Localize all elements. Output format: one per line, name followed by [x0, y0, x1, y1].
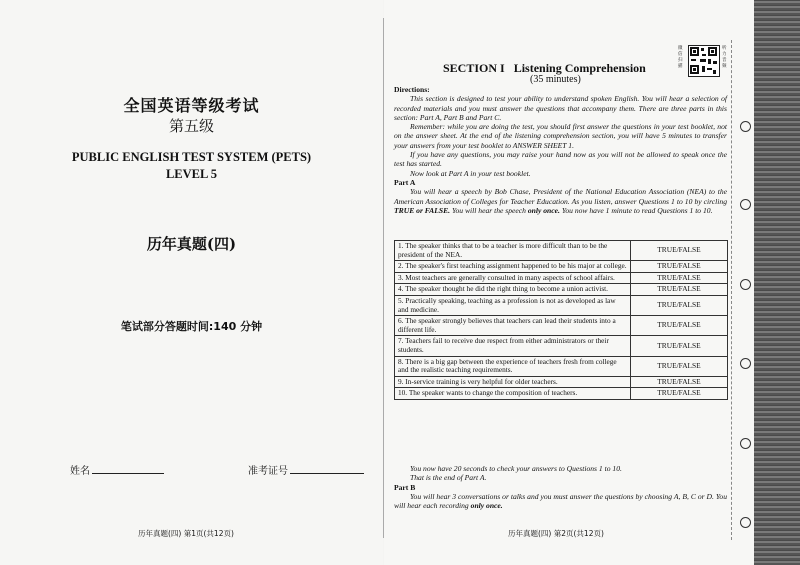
binding-hole-icon — [740, 438, 751, 449]
question-text: 4. The speaker thought he did the right thing to become a union activist. — [395, 284, 631, 296]
answer-choice[interactable]: TRUE/FALSE — [631, 356, 728, 376]
id-label: 准考证号 — [248, 466, 288, 477]
after-table-block — [394, 464, 727, 510]
after-table-p1: You now have 20 seconds to check your answers to Questions 1 to 10. — [410, 464, 622, 473]
id-field[interactable] — [248, 462, 364, 477]
directions-p3: If you have any questions, you may raise your hand now as you will not be allowed to speak once the test has started. — [394, 150, 727, 169]
question-text: 9. In-service training is very helpful for older teachers. — [395, 376, 631, 388]
answer-choice[interactable]: TRUE/FALSE — [631, 261, 728, 273]
question-text: 3. Most teachers are generally consulted in many aspects of school affairs. — [395, 272, 631, 284]
table-row — [395, 336, 728, 356]
left-footer: 历年真题(四) 第1页(共12页) — [138, 529, 234, 538]
name-label: 姓名 — [70, 466, 90, 477]
answer-choice[interactable]: TRUE/FALSE — [631, 316, 728, 336]
id-underline[interactable] — [290, 464, 364, 474]
time-note: 笔试部分答题时间:140 分钟 — [120, 320, 263, 333]
part-b-only-once: only once. — [470, 501, 503, 511]
binding-line — [731, 40, 732, 540]
part-a-instructions — [394, 187, 727, 215]
exam-title-en: PUBLIC ENGLISH TEST SYSTEM (PETS) — [71, 150, 312, 164]
question-table — [394, 240, 728, 400]
question-text: 6. The speaker strongly believes that teachers can lead their students into a different life. — [395, 316, 631, 336]
answer-choice[interactable]: TRUE/FALSE — [631, 388, 728, 400]
binding-hole-icon — [740, 121, 751, 132]
question-text: 8. There is a big gap between the experience of teachers fresh from college and the realistic teaching requirements. — [395, 356, 631, 376]
name-underline[interactable] — [92, 464, 164, 474]
name-field[interactable] — [70, 462, 164, 477]
table-row — [395, 241, 728, 261]
part-b-instructions — [394, 492, 727, 511]
answer-choice[interactable]: TRUE/FALSE — [631, 295, 728, 315]
exam-level-cn: 第五级 — [168, 117, 214, 135]
part-a-true-false: TRUE or FALSE. — [394, 205, 451, 215]
answer-choice[interactable]: TRUE/FALSE — [631, 336, 728, 356]
part-a-p1: You will hear a speech by Bob Chase, President of the National Education Association (NEA) to the American Association of Colleges for Teacher Education. As you listen, answer Questions 1 to 10 by circling — [394, 187, 727, 206]
part-a-only-once: only once. — [527, 205, 560, 215]
exam-title-cn: 全国英语等级考试 — [123, 96, 260, 115]
qr-code-icon[interactable] — [688, 45, 720, 77]
table-row — [395, 261, 728, 273]
binding-holes — [738, 0, 754, 565]
table-row — [395, 388, 728, 400]
question-text: 10. The speaker wants to change the composition of teachers. — [395, 388, 631, 400]
part-b-p1: You will hear 3 conversations or talks and you must answer the questions by choosing A, B, C or D. You will hear each recording — [394, 491, 727, 511]
directions-p4: Now look at Part A in your test booklet. — [410, 168, 531, 178]
answer-choice[interactable]: TRUE/FALSE — [631, 272, 728, 284]
part-a-heading: Part A — [394, 177, 416, 187]
table-row — [395, 316, 728, 336]
scan-edge — [754, 0, 800, 565]
directions-block — [394, 85, 727, 215]
answer-choice[interactable]: TRUE/FALSE — [631, 284, 728, 296]
part-a-p1b: You will hear the speech — [451, 205, 526, 215]
table-row — [395, 272, 728, 284]
table-row — [395, 356, 728, 376]
exam-level-en: LEVEL 5 — [165, 167, 218, 181]
question-text: 5. Practically speaking, teaching as a profession is not as developed as law and medicine. — [395, 295, 631, 315]
qr-label-left: 微信扫描 — [678, 46, 683, 69]
binding-hole-icon — [740, 517, 751, 528]
qr-label-right: 听力音频 — [722, 46, 727, 69]
table-row — [395, 376, 728, 388]
section-duration: (35 minutes) — [530, 74, 581, 85]
binding-hole-icon — [740, 199, 751, 210]
directions-p2: Remember: while you are doing the test, you should first answer the questions in your test booklet, not on the answer sheet. At the end of the listening comprehension section, you will have 5 minutes to transfer your answers from your test booklet to ANSWER SHEET 1. — [394, 122, 727, 150]
left-page — [0, 0, 383, 565]
part-a-p1c: You now have 1 minute to read Questions 1 to 10. — [561, 205, 713, 215]
table-row — [395, 295, 728, 315]
section-title: SECTION I Listening Comprehension — [443, 61, 646, 75]
directions-p1: This section is designed to test your ability to understand spoken English. You will hear a selection of recorded materials and you must answer the questions that accompany them. There are three parts in this section: Part A, Part B and Part C. — [394, 94, 727, 122]
right-footer: 历年真题(四) 第2页(共12页) — [508, 529, 604, 538]
after-table-p2: That is the end of Part A. — [410, 473, 487, 483]
question-text: 1. The speaker thinks that to be a teacher is more difficult than to be the president of the NEA. — [395, 241, 631, 261]
binding-hole-icon — [740, 279, 751, 290]
paper-title: 历年真题(四) — [146, 235, 237, 253]
table-row — [395, 284, 728, 296]
answer-choice[interactable]: TRUE/FALSE — [631, 241, 728, 261]
question-text: 7. Teachers fail to receive due respect from either administrators or their students. — [395, 336, 631, 356]
directions-heading: Directions: — [394, 85, 430, 94]
answer-choice[interactable]: TRUE/FALSE — [631, 376, 728, 388]
part-b-heading: Part B — [394, 482, 416, 492]
question-text: 2. The speaker's first teaching assignment happened to be his major at college. — [395, 261, 631, 273]
binding-hole-icon — [740, 358, 751, 369]
